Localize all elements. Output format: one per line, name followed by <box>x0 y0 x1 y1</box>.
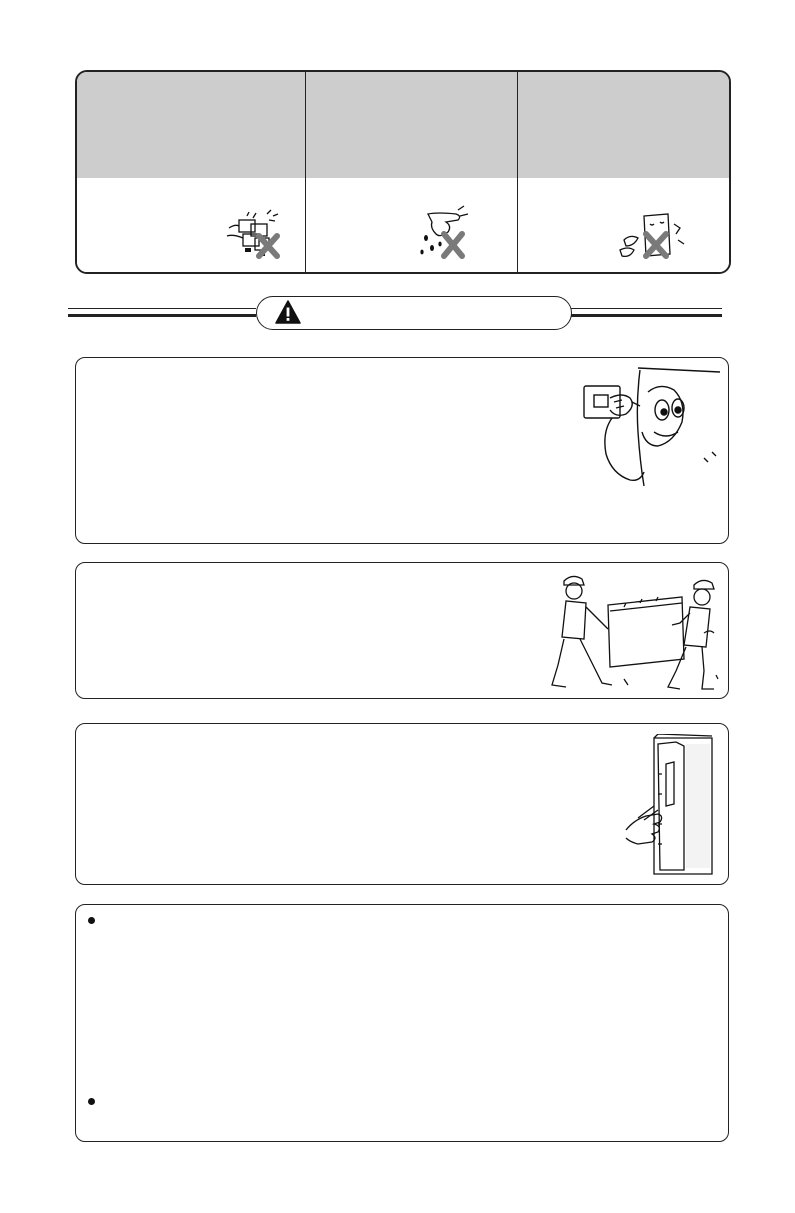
divider-line-left <box>68 308 256 309</box>
hand-cleaning-door-gasket-illustration <box>624 734 716 878</box>
prohibited-x-icon <box>444 234 462 256</box>
prohibition-column-2 <box>305 72 518 272</box>
wet-hand-icon <box>418 204 478 264</box>
prohibition-header-1 <box>77 72 305 178</box>
divider-line-right-thick <box>570 314 722 317</box>
instruction-box-clean-door <box>75 723 729 885</box>
unplug-power-cord-illustration <box>574 362 724 492</box>
bullet-point-2 <box>88 1098 95 1105</box>
bullet-point-1 <box>88 917 95 924</box>
prohibited-x-icon <box>259 236 277 256</box>
prohibited-x-icon <box>646 234 666 256</box>
plug-stack-icon <box>225 206 285 266</box>
prohibition-body-3 <box>518 178 730 272</box>
prohibition-header-2 <box>306 72 518 178</box>
divider-line-left-thick <box>68 314 256 317</box>
warning-banner <box>256 296 572 330</box>
warning-triangle-icon <box>275 300 301 324</box>
prohibition-column-3 <box>517 72 730 272</box>
appliance-spill-icon <box>616 210 692 270</box>
prohibition-body-1 <box>77 178 305 272</box>
instruction-box-notes <box>75 904 729 1142</box>
prohibition-header-3 <box>518 72 730 178</box>
prohibition-table <box>75 70 731 274</box>
prohibition-body-2 <box>306 178 518 272</box>
instruction-box-unplug <box>75 357 729 544</box>
prohibition-column-1 <box>77 72 305 272</box>
divider-line-right <box>570 308 722 309</box>
instruction-box-carry <box>75 562 729 699</box>
two-people-carrying-appliance-illustration <box>544 567 720 695</box>
